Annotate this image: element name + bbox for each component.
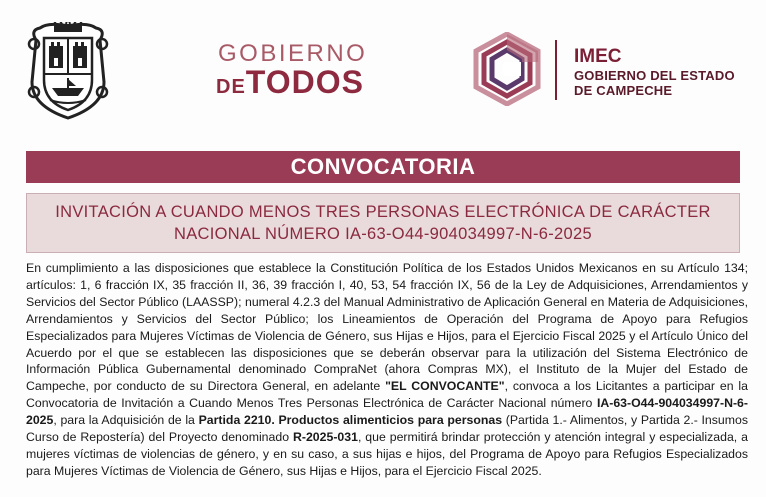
campeche-shield-logo: [26, 22, 110, 122]
convocatoria-band: [26, 151, 740, 183]
gobierno-logo-line2: [216, 64, 364, 101]
invitation-heading-line2: NACIONAL NÚMERO IA-63-O44-904034997-N-6-2025: [174, 225, 592, 243]
convocatoria-title: CONVOCATORIA: [290, 154, 476, 179]
body-paragraph: [26, 260, 748, 480]
body-bold-number: IA-63-O44-904034997-N-6-2025: [26, 396, 748, 428]
imec-hexagon-icon: [470, 32, 544, 106]
invitation-heading-box: [26, 193, 740, 253]
imec-subtitle-line2: DE CAMPECHE: [574, 83, 673, 98]
body-text-part: Convocatoria de Invitación a Cuando Menos Tres Personas Electrónica de Carácter Nacional número: [26, 396, 597, 411]
imec-subtitle-line1: GOBIERNO DEL ESTADO: [574, 68, 735, 83]
body-text-part: , convoca a los Licitantes a participar en la: [504, 379, 748, 394]
imec-title: IMEC: [574, 46, 622, 67]
invitation-heading-line1: INVITACIÓN A CUANDO MENOS TRES PERSONAS ELECTRÓNICA DE CARÁCTER: [55, 203, 711, 221]
gobierno-logo-line1: GOBIERNO: [218, 40, 368, 67]
body-text-part: , para la Adquisición de la: [53, 413, 199, 428]
body-bold-convocante: "EL CONVOCANTE": [385, 379, 505, 394]
body-text-part: En cumplimiento a las disposiciones que establece la Constitución Política de los Estados Unidos Mexicanos en su Artículo 134; artículos: 1, 6 fracción IX, 35 fracción II, 36, 39 fracción I, 40, 53, 54 fracción IX, 56 de la Ley de Adquisiciones, Arrendamientos y Servicios del Sector Público (LAASSP); numeral 4.2.3 del Manual Administrativo de Aplicación General en Materia de Adquisiciones, Arrendamientos y Servicios del Sector Público; los Lineamientos de Operación del Programa de Apoyo para Refugios Especializados para Mujeres Víctimas de Violencia de Género, sus Hijas e Hijos, para el Ejercicio Fiscal 2025 y el Artículo Único del Acuerdo por el que se establecen las disposiciones que se deberán observar para la utilización del Sistema Electrónico de Información Pública Gubernamental denominado CompraNet (ahora Compras MX), el Instituto de la Mujer del Estado de Campeche, por conducto de su Directora General, en adelante: [26, 261, 748, 394]
gobierno-logo-de: DE: [216, 76, 246, 98]
gobierno-de-todos-logo: [214, 40, 384, 100]
imec-divider: [555, 40, 557, 100]
body-bold-partida: Partida 2210. Productos alimenticios para personas: [198, 413, 503, 428]
body-text-part: , que permitirá brindar protección y atención integral y especializada, a mujeres víctimas de violencias de género, y en su caso, a sus hijas e hijos, del Programa de Apoyo para Refugios Especializados para Mujeres Víctimas de Violencia de Género, sus Hijas e Hijos, para el Ejercicio Fiscal 2025.: [26, 430, 748, 478]
body-bold-project: R-2025-031: [292, 430, 358, 445]
header: [0, 0, 766, 140]
gobierno-logo-todos: TODOS: [245, 64, 364, 100]
body-text-part: (Partida 1.- Alimentos, y Partida 2.- Insumos Curso de Repostería) del Proyecto denominado: [26, 413, 748, 445]
